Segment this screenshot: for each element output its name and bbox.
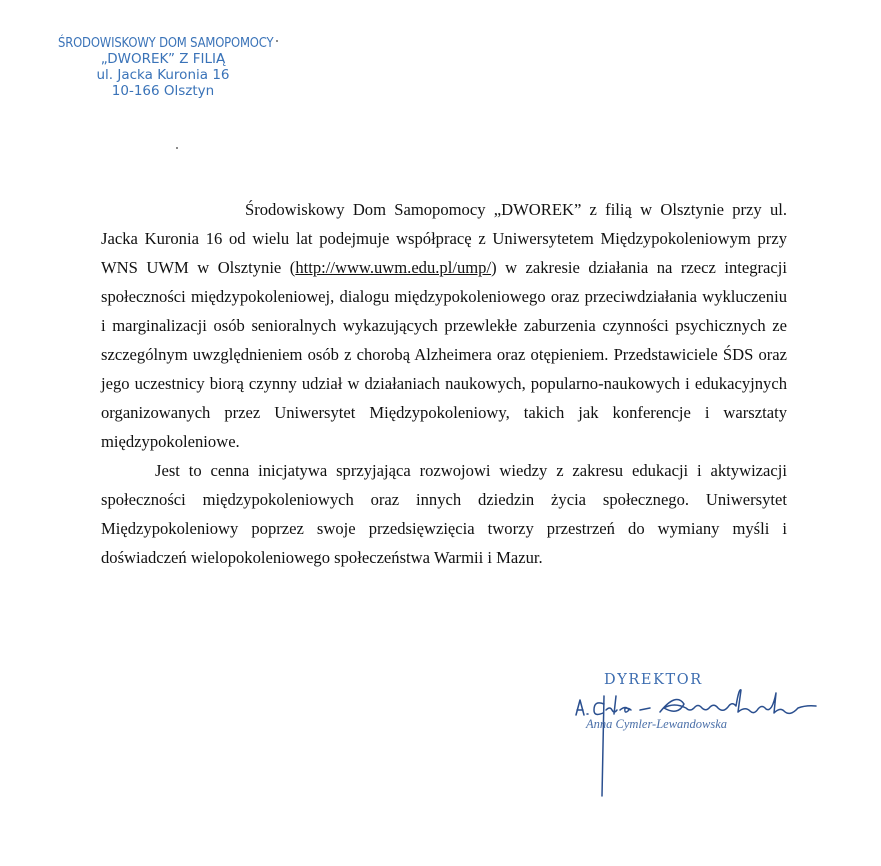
ump-website-link[interactable]: http://www.uwm.edu.pl/ump/ xyxy=(295,258,492,277)
signature-block xyxy=(556,670,846,800)
letter-paragraph-2: Jest to cenna inicjatywa sprzyjająca rozwojowi wiedzy z zakresu edukacji i aktywizacji społeczności międzypokoleniowych oraz innych dziedzin życia społecznego. Uniwersytet Międzypokoleniowy poprzez swoje przedsięwzięcia tworzy przestrzeń do wymiany myśli i doświadczeń wielopokoleniowego społeczeństwa Warmii i Mazur. xyxy=(101,461,787,567)
letter-body xyxy=(101,195,787,572)
stamp-line-name: „DWOREK” Z FILIĄ xyxy=(100,50,226,67)
stamp-line-organization: ŚRODOWISKOWY DOM SAMOPOMOCY xyxy=(58,35,274,51)
letter-paragraph-1 xyxy=(101,195,787,456)
signatory-name: Anna Cymler-Lewandowska xyxy=(586,717,728,731)
paragraph-1-text-start: Środowiskowy Dom Samopomocy „DWOREK” z filią w Olsztynie przy ul. Jacka Kuronia 16 od wielu lat podejmuje współpracę z Uniwersytetem Międzypokoleniowym przy WNS UWM w Olsztynie ( xyxy=(101,200,787,277)
stamp-line-city: 10-166 Olsztyn xyxy=(111,82,215,99)
paragraph-1-text-end: ) w zakresie działania na rzecz integracji społeczności międzypokoleniowej, dialogu międzypokoleniowego oraz przeciwdziałania wykluczeniu i marginalizacji osób senioralnych wykazujących przewlekłe zaburzenia czynności psychicznych ze szczególnym uwzględnieniem osób z chorobą Alzheimera oraz otępieniem. Przedstawiciele ŚDS oraz jego uczestnicy biorą czynny udział w działaniach naukowych, popularno-naukowych i edukacyjnych organizowanych przez Uniwersytet Międzypokoleniowy, takich jak konferencje i warsztaty międzypokoleniowe. xyxy=(101,258,787,451)
signature-title: DYREKTOR xyxy=(604,672,703,688)
stamp-line-street: ul. Jacka Kuronia 16 xyxy=(96,66,230,83)
scan-speck xyxy=(176,147,178,149)
scan-speck xyxy=(276,40,278,42)
organization-stamp xyxy=(58,35,274,100)
handwritten-signature xyxy=(556,670,846,800)
